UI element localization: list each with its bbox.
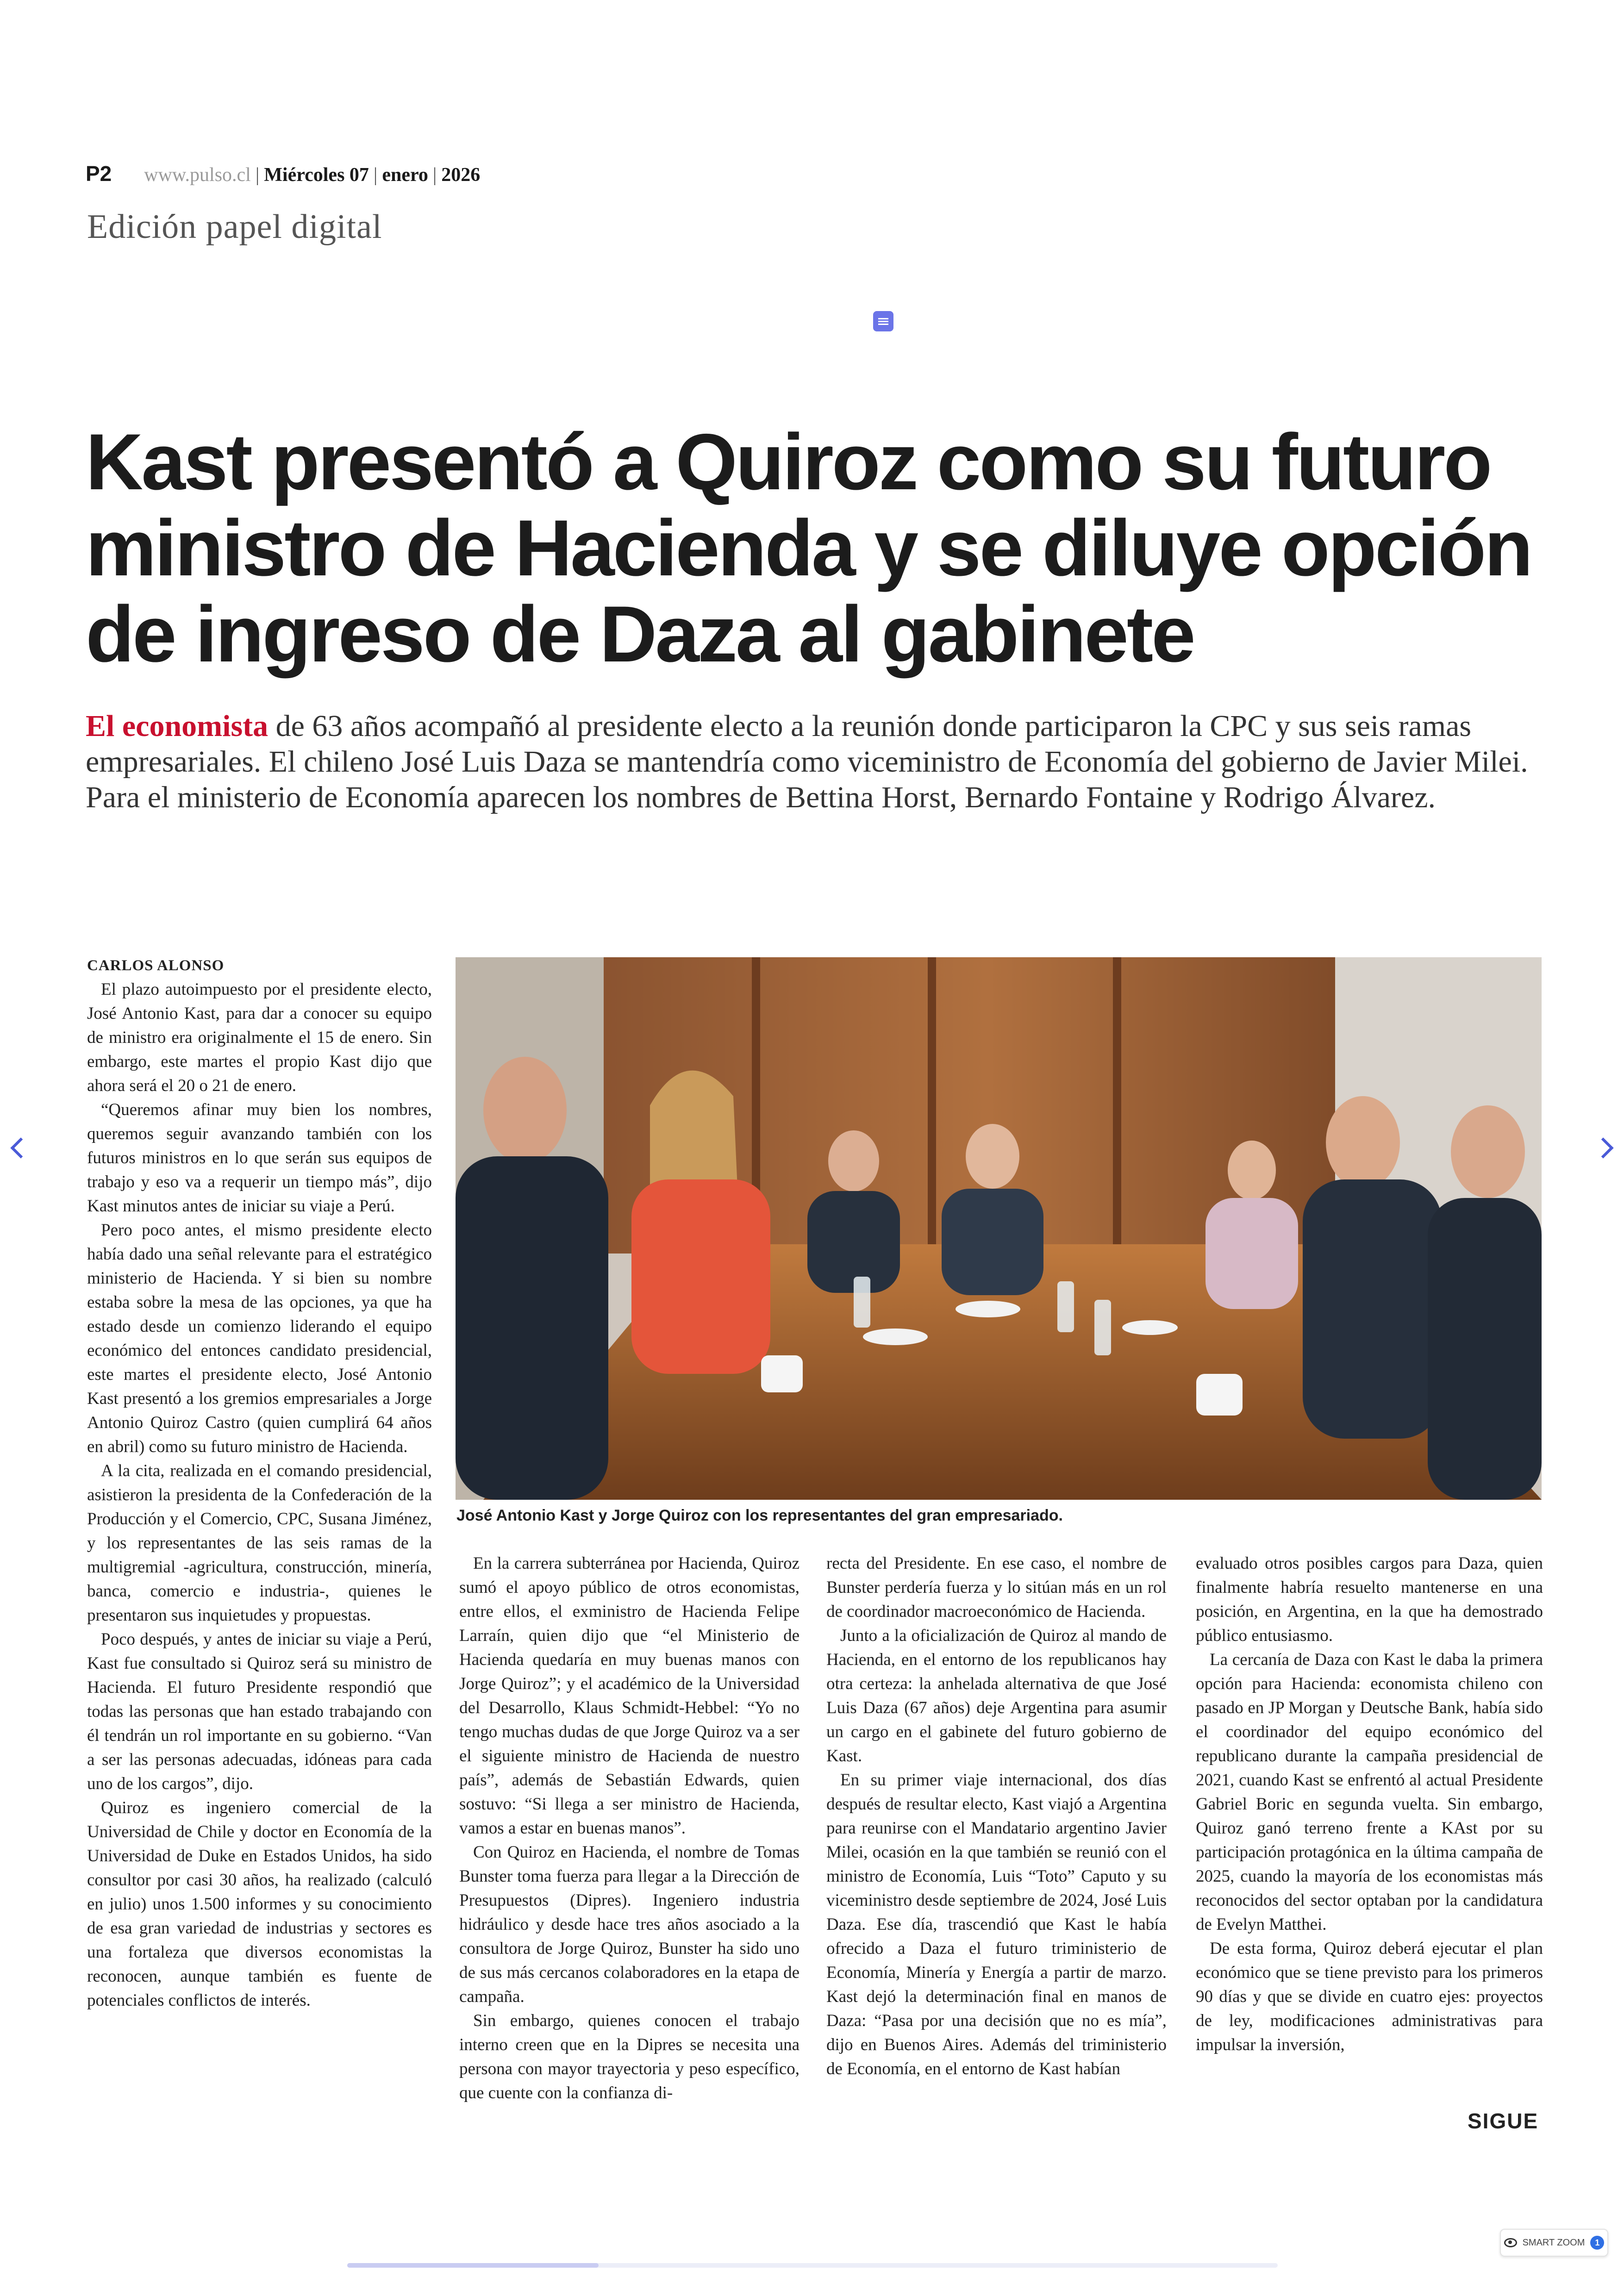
article-photo (456, 957, 1542, 1500)
eye-icon (1504, 2238, 1517, 2247)
site-url[interactable]: www.pulso.cl (144, 164, 251, 186)
next-page-button[interactable] (1593, 1129, 1620, 1166)
article-column-3 (826, 1552, 1167, 2081)
continues-label: SIGUE (1468, 2109, 1539, 2133)
paragraph: El plazo autoimpuesto por el presidente electo, José Antonio Kast, para dar a conocer su equipo de ministro era originalmente el 15 de enero. Sin embargo, este martes el propio Kast dijo que ahora será el 20 o 21 de enero. (87, 980, 432, 1095)
page-number: P2 (86, 162, 112, 186)
lead-text: de 63 años acompañó al presidente electo a la reunión donde participaron la CPC y sus seis ramas empresariales. El chileno José Luis Daza se mantendría como viceministro de Economía del gobierno de Javier Milei. Para el ministerio de Economía aparecen los nombres de Bettina Horst, Bernardo Fontaine y Rodrigo Álvarez. (86, 709, 1528, 814)
chevron-right-icon (1593, 1137, 1613, 1158)
paragraph: A la cita, realizada en el comando presidencial, asistieron la presidenta de la Confederación de la Producción y el Comercio, CPC, Susana Jiménez, y los representantes de las seis ramas de la multigremial -agricultura, construcción, minería, banca, comercio e industria-, quienes le presentaron sus inquietudes y propuestas. (87, 1461, 432, 1625)
byline: CARLOS ALONSO (87, 957, 225, 974)
edition-label: Edición papel digital (87, 208, 382, 246)
article-lead (86, 708, 1544, 815)
paragraph: En la carrera subterránea por Hacienda, Quiroz sumó el apoyo público de otros economistas, entre ellos, el exministro de Hacienda Felipe Larraín, quien dijo que “el Ministerio de Hacienda quedaría en muy buenas manos con Jorge Quiroz”; y el académico de la Universidad del Desarrollo, Klaus Schmidt-Hebbel: “Yo no tengo muchas dudas de que Jorge Quiroz va a ser el siguiente ministro de Hacienda de nuestro país”, además de Sebastián Edwards, quien sostuvo: “Si llega a ser ministro de Hacienda, vamos a estar en buenas manos”. (459, 1554, 800, 1838)
lead-kicker: El economista (86, 709, 269, 743)
separator: | (373, 164, 378, 186)
paragraph: Quiroz es ingeniero comercial de la Universidad de Chile y doctor en Economía de la Universidad de Duke en Estados Unidos, ha sido consultor por casi 30 años, ha realizado (calculó en julio) unos 1.500 informes y su conocimiento de esa gran variedad de industrias y sectores es una fortaleza que diversos economistas la reconocen, aunque también es fuente de potenciales conflictos de interés. (87, 1798, 432, 2010)
paragraph: Junto a la oficialización de Quiroz al mando de Hacienda, en el entorno de los republicanos hay otra certeza: la anhelada alternativa de que José Luis Daza (67 años) deje Argentina para asumir un cargo en el gabinete del futuro gobierno de Kast. (826, 1626, 1167, 1765)
separator: | (255, 164, 260, 186)
paragraph: Poco después, y antes de iniciar su viaje a Perú, Kast fue consultado si Quiroz será su ministro de Hacienda. El futuro Presidente respondió que todas las personas que han estado trabajando con él tendrán un rol importante en su gobierno. “Van a ser las personas adecuadas, idóneas para cada uno de los cargos”, dijo. (87, 1630, 432, 1793)
chevron-left-icon (10, 1137, 31, 1158)
masthead (86, 161, 480, 189)
paragraph: “Queremos afinar muy bien los nombres, queremos seguir avanzando también con los futuros ministros en lo que serán sus equipos de trabajo y eso va a requerir un tiempo más”, dijo Kast minutos antes de iniciar su viaje a Perú. (87, 1100, 432, 1216)
notes-icon[interactable] (873, 311, 893, 331)
article-column-2 (459, 1552, 800, 2105)
paragraph: En su primer viaje internacional, dos días después de resultar electo, Kast viajó a Argentina para reunirse con el Mandatario argentino Javier Milei, ocasión en la que también se reunió con el ministro de Economía, Luis “Toto” Caputo y su viceministro desde septiembre de 2024, José Luis Daza. Ese día, trascendió que Kast le había ofrecido a Daza el futuro triministerio de Economía, Minería y Energía a partir de marzo. Kast dejó la determinación final en manos de Daza: “Pasa por una decisión que no es mía”, dijo en Buenos Aires. Además del triministerio de Economía, en el entorno de Kast habían (826, 1771, 1167, 2078)
paragraph: De esta forma, Quiroz deberá ejecutar el plan económico que se tiene previsto para los primeros 90 días y que se divide en cuatro ejes: proyectos de ley, modificaciones administrativas para impulsar la inversión, (1196, 1939, 1543, 2054)
paragraph: recta del Presidente. En ese caso, el nombre de Bunster perdería fuerza y lo sitúan más en un rol de coordinador macroeconómico de Hacienda. (826, 1554, 1167, 1621)
date-year: 2026 (441, 164, 481, 186)
article-headline: Kast presentó a Quiroz como su futuro ministro de Hacienda y se diluye opción de ingreso de Daza al gabinete (86, 418, 1531, 679)
article-column-4 (1196, 1552, 1543, 2057)
photo-caption: José Antonio Kast y Jorge Quiroz con los representantes del gran empresariado. (456, 1507, 1063, 1524)
previous-page-button[interactable] (4, 1129, 31, 1166)
paragraph: La cercanía de Daza con Kast le daba la primera opción para Hacienda: economista chileno con pasado en JP Morgan y Deutsche Bank, había sido el coordinador del equipo económico del republicano durante la campaña presidencial de 2021, cuando Kast se enfrentó al actual Presidente Gabriel Boric en segunda vuelta. Sin embargo, Quiroz ganó terreno frente a KAst por su participación protagónica en la última campaña de 2025, cuando la mayoría de los economistas más reconocidos del sector optaban por la candidatura de Evelyn Matthei. (1196, 1650, 1543, 1934)
date-day: Miércoles 07 (264, 164, 369, 186)
paragraph: Pero poco antes, el mismo presidente electo había dado una señal relevante para el estratégico ministerio de Hacienda. Y si bien su nombre estaba sobre la mesa de las opciones, ya que ha estado desde un comienzo liderando el equipo económico del entonces candidato presidencial, este martes el presidente electo, José Antonio Kast presentó a los gremios empresariales a Jorge Antonio Quiroz Castro (quien cumplirá 64 años en abril) como su futuro ministro de Hacienda. (87, 1221, 432, 1456)
date-month: enero (382, 164, 428, 186)
article-column-1 (87, 954, 432, 2013)
smart-zoom-button[interactable] (1500, 2229, 1608, 2257)
paragraph: Sin embargo, quienes conocen el trabajo interno creen que en la Dipres se necesita una persona con mayor trayectoria y peso específico, que cuente con la confianza di- (459, 2011, 800, 2102)
meeting-photo-illustration (456, 957, 1542, 1500)
smart-zoom-badge: 1 (1590, 2236, 1604, 2250)
page-progress-fill (347, 2263, 599, 2268)
paragraph: evaluado otros posibles cargos para Daza, quien finalmente habría resuelto mantenerse en una posición, en Argentina, en la que ha demostrado público entusiasmo. (1196, 1554, 1543, 1645)
smart-zoom-label: SMART ZOOM (1522, 2237, 1585, 2248)
paragraph: Con Quiroz en Hacienda, el nombre de Tomas Bunster toma fuerza para llegar a la Dirección de Presupuestos (Dipres). Ingeniero industria hidráulico y desde hace tres años asociado a la consultora de Jorge Quiroz, Bunster ha sido uno de sus más cercanos colaboradores en la etapa de campaña. (459, 1843, 800, 2006)
separator: | (432, 164, 437, 186)
page-progress-bar[interactable] (347, 2263, 1278, 2268)
